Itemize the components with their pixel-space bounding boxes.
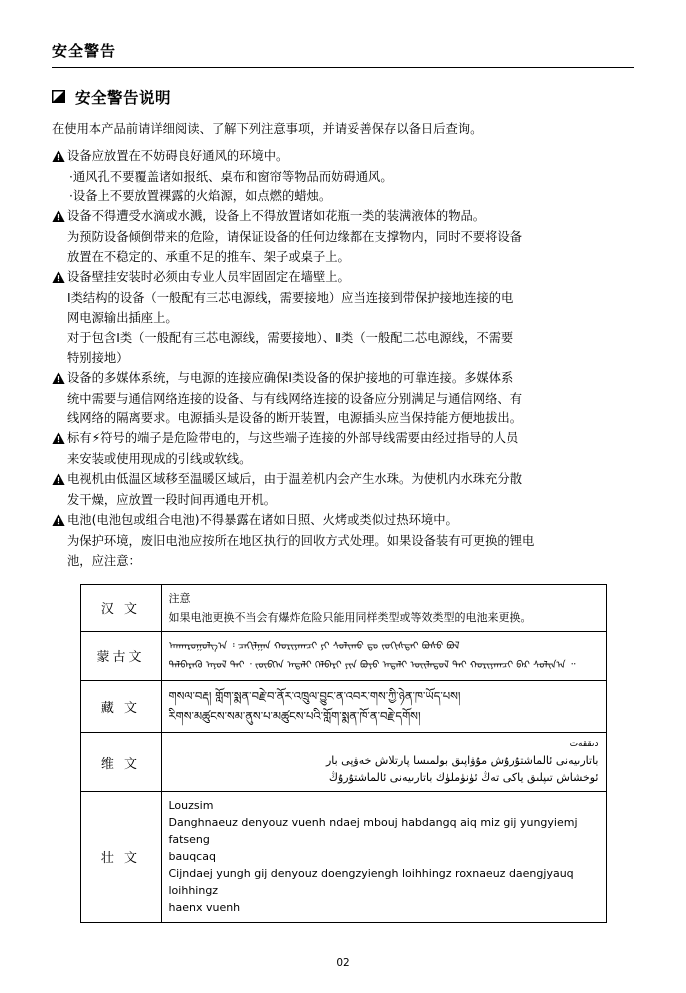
warning-continuation: 发干燥，应放置一段时间再通电开机。 bbox=[67, 493, 277, 508]
notice-heading: 注意 bbox=[168, 591, 191, 605]
notice-line: རིགས་མཚུངས་སམ་ནུས་པ་མཚུངས་པའི་གློག་སྨན་ཁོ་ན་བརྗེ་དགོས། bbox=[168, 709, 421, 724]
warning-triangle-icon bbox=[52, 372, 65, 385]
notice-line: haenx vuenh bbox=[168, 901, 241, 915]
flag-marker-icon bbox=[52, 90, 67, 105]
warning-triangle-icon bbox=[52, 150, 65, 163]
notice-line: Danghnaeuz denyouz vuenh ndaej mbouj habdangq aiq miz gij yungyiemj fatseng bbox=[168, 816, 578, 847]
notice-line: ᠳᠡᠯᠪᠡᠷᠡᠬᠦ ᠠᠶᠤᠯ ᠲᠠᠢ ᠂ ᠵᠥᠪᠬᠡᠨ ᠠᠳᠠᠯᠢ ᠬᠡᠯᠪᠡᠷᠢ ᠶᠢᠨ ᠪᠤᠶᠤ ᠠᠳᠠᠯᠢ ᠦᠢᠯᠡᠳᠦᠯ ᠲᠡᠢ ᠬᠤᠷᠢᠶᠠᠭᠴᠢ ᠪᠡᠷ ᠰᠣᠯᠢᠨ᠎ᠠ ᠃ bbox=[168, 659, 576, 671]
warning-triangle-icon bbox=[52, 473, 65, 486]
warning-item bbox=[52, 369, 634, 389]
language-content bbox=[161, 792, 606, 922]
table-row bbox=[80, 792, 606, 922]
table-row bbox=[80, 680, 606, 732]
notice-heading: دىققەت bbox=[569, 739, 599, 750]
warning-continuation: 来安装或使用现成的引线或软线。 bbox=[67, 452, 252, 467]
language-label: 维 文 bbox=[80, 733, 161, 792]
warning-continuation: 池，应注意： bbox=[67, 553, 141, 568]
section-heading bbox=[52, 86, 634, 108]
notice-line: 如果电池更换不当会有爆炸危险只能用同样类型或等效类型的电池来更换。 bbox=[168, 610, 532, 624]
language-label: 蒙古文 bbox=[80, 631, 161, 680]
page-header-title: 安全警告 bbox=[52, 42, 117, 60]
language-content bbox=[161, 631, 606, 680]
warning-triangle-icon bbox=[52, 514, 65, 527]
intro-paragraph: 在使用本产品前请详细阅读、了解下列注意事项，并请妥善保存以备日后查询。 bbox=[52, 122, 483, 136]
warning-subitem: ·设备上不要放置裸露的火焰源，如点燃的蜡烛。 bbox=[69, 189, 332, 204]
table-row bbox=[80, 733, 606, 792]
language-content bbox=[161, 680, 606, 732]
warning-continuation: 为预防设备倾倒带来的危险，请保证设备的任何边缘都在支撑物内，同时不要将设备 bbox=[67, 230, 522, 245]
warning-item bbox=[52, 207, 634, 227]
table-row bbox=[80, 584, 606, 631]
warning-item bbox=[52, 470, 634, 490]
language-label: 汉 文 bbox=[80, 584, 161, 631]
warning-item-text: 设备壁挂安装时必须由专业人员牢固固定在墙壁上。 bbox=[67, 270, 350, 285]
notice-line: باتارىيەنى ئالماشتۇرۇش مۇۋاپىق بولمىسا پارتلاش خەۋپى بار bbox=[325, 754, 599, 768]
notice-line: ᠠᠨᠬᠠᠷᠤᠭᠤᠯᠭ᠎ᠠ ᠄ ᠴᠠᠬᠢᠯᠭᠠᠨ ᠬᠤᠷᠢᠶᠠᠭᠴᠢ ᠶᠢ ᠰᠤᠯᠢᠬᠤ ᠳᠤ ᠵᠣᠬᠢᠰᠲᠠᠢ ᠪᠤᠰᠤ ᠪᠣᠯ bbox=[168, 640, 460, 652]
notice-line: ئوخشاش تىپلىق ياكى تەڭ ئۈنۈملۈك باتارىيەنى ئالماشتۇرۇڭ bbox=[328, 771, 599, 785]
warning-item-text: 标有⚡符号的端子是危险带电的，与这些端子连接的外部导线需要由经过指导的人员 bbox=[67, 431, 519, 446]
header-divider bbox=[52, 67, 634, 68]
section-title-text: 安全警告说明 bbox=[75, 89, 172, 107]
warning-continuation: 线网络的隔离要求。电源插头是设备的断开装置，电源插头应当保持能方便地拔出。 bbox=[67, 411, 522, 426]
warning-item-text: 设备应放置在不妨碍良好通风的环境中。 bbox=[67, 148, 289, 163]
notice-line: Cijndaej yungh gij denyouz doengzyiengh loihhingz roxnaeuz daengjyauq loihhingz bbox=[168, 867, 574, 898]
language-content bbox=[161, 733, 606, 792]
language-label: 壮 文 bbox=[80, 792, 161, 922]
warning-continuation: 为保护环境，废旧电池应按所在地区执行的回收方式处理。如果设备装有可更换的锂电 bbox=[67, 533, 535, 548]
warning-continuation: 统中需要与通信网络连接的设备、与有线网络连接的设备应分别满足与通信网络、有 bbox=[67, 391, 522, 406]
warning-item bbox=[52, 429, 634, 449]
warning-item bbox=[52, 147, 634, 167]
warning-continuation: Ⅰ类结构的设备（一般配有三芯电源线，需要接地）应当连接到带保护接地连接的电 bbox=[67, 291, 514, 306]
warning-subitem: ·通风孔不要覆盖诸如报纸、桌布和窗帘等物品而妨碍通风。 bbox=[69, 169, 393, 184]
notice-line: གསལ་བརྡ། གློག་སྨན་བརྗེ་བ་ནོར་འཁྲུལ་བྱུང་ན་འབར་གས་ཀྱི་ཉེན་ཁ་ཡོད་པས། bbox=[168, 688, 461, 703]
warning-item-text: 电视机由低温区域移至温暖区域后，由于温差机内会产生水珠。为使机内水珠充分散 bbox=[67, 472, 522, 487]
table-row bbox=[80, 631, 606, 680]
warning-triangle-icon bbox=[52, 210, 65, 223]
warning-item-text: 设备不得遭受水滴或水溅，设备上不得放置诸如花瓶一类的装满液体的物品。 bbox=[67, 209, 486, 224]
notice-line: bauqcaq bbox=[168, 850, 216, 864]
warning-item bbox=[52, 268, 634, 288]
warning-continuation: 放置在不稳定的、承重不足的推车、架子或桌子上。 bbox=[67, 250, 350, 265]
warning-continuation: 对于包含Ⅰ类（一般配有三芯电源线，需要接地）、Ⅱ类（一般配二芯电源线，不需要 bbox=[67, 330, 514, 345]
multilingual-warning-table bbox=[80, 584, 607, 923]
page-number: 02 bbox=[336, 957, 350, 969]
warning-item bbox=[52, 511, 634, 531]
warning-item-text: 电池(电池包或组合电池)不得暴露在诸如日照、火烤或类似过热环境中。 bbox=[67, 512, 458, 527]
warning-triangle-icon bbox=[52, 432, 65, 445]
warning-continuation: 特别接地） bbox=[67, 350, 129, 365]
warning-continuation: 网电源输出插座上。 bbox=[67, 310, 178, 325]
notice-heading: Louzsim bbox=[168, 799, 214, 813]
language-label: 藏 文 bbox=[80, 680, 161, 732]
language-content bbox=[161, 584, 606, 631]
warning-item-text: 设备的多媒体系统，与电源的连接应确保Ⅰ类设备的保护接地的可靠连接。多媒体系 bbox=[67, 370, 514, 385]
warning-triangle-icon bbox=[52, 271, 65, 284]
